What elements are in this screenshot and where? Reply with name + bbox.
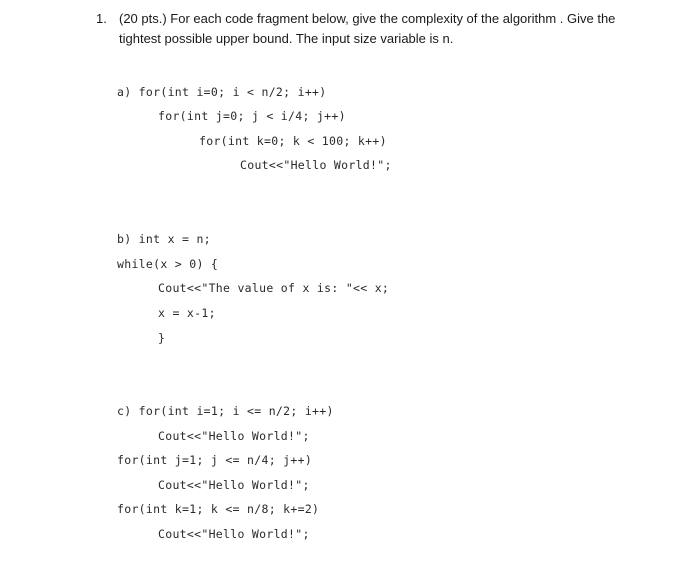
code-line: for(int j=1; j <= n/4; j++) <box>117 453 313 467</box>
code-line: Cout<<"Hello World!"; <box>158 429 310 443</box>
question-text-line-2: tightest possible upper bound. The input size variable is n. <box>119 31 454 46</box>
code-line: x = x-1; <box>158 306 216 320</box>
code-line: Cout<<"Hello World!"; <box>158 478 310 492</box>
code-line: } <box>158 331 166 345</box>
code-line: for(int j=0; j < i/4; j++) <box>158 109 346 123</box>
code-line: b) int x = n; <box>117 232 211 246</box>
code-line: c) for(int i=1; i <= n/2; i++) <box>117 404 334 418</box>
question-number: 1. <box>96 11 107 26</box>
code-line: for(int k=0; k < 100; k++) <box>199 134 387 148</box>
code-line: a) for(int i=0; i < n/2; i++) <box>117 85 327 99</box>
code-line: Cout<<"The value of x is: "<< x; <box>158 281 390 295</box>
code-line: while(x > 0) { <box>117 257 219 271</box>
question-text-line-1: (20 pts.) For each code fragment below, give the complexity of the algorithm . Give the <box>119 11 616 26</box>
code-line: Cout<<"Hello World!"; <box>240 158 392 172</box>
code-line: for(int k=1; k <= n/8; k+=2) <box>117 502 320 516</box>
code-line: Cout<<"Hello World!"; <box>158 527 310 541</box>
